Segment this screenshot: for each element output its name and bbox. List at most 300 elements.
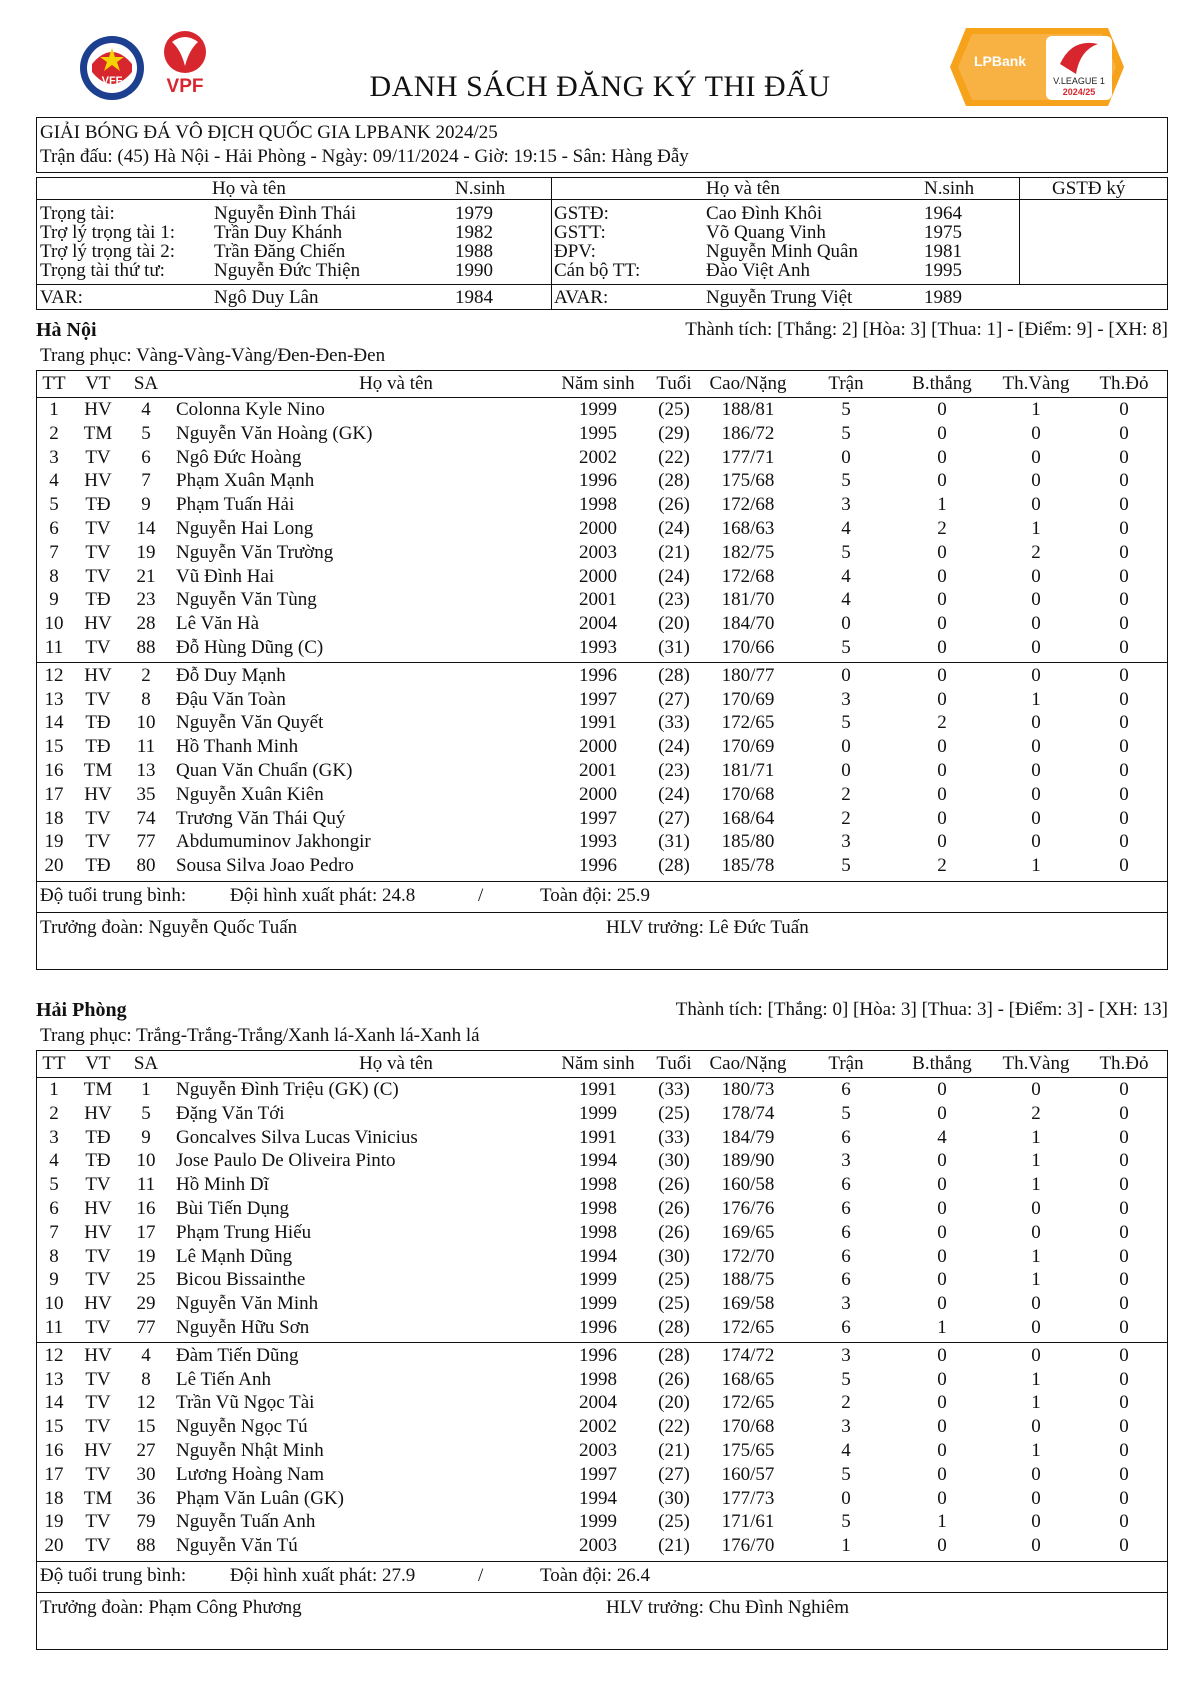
col-red: 0: [1119, 1416, 1129, 1438]
col-name: Nguyễn Văn Quyết: [176, 712, 324, 734]
col-red: 0: [1119, 831, 1129, 853]
col-age: (21): [658, 541, 690, 563]
col-age: (28): [658, 664, 690, 686]
col-vt: TV: [85, 1392, 111, 1414]
col-sa: 77: [136, 1317, 156, 1338]
col-vt: TV: [85, 1368, 111, 1390]
col-vt: TV: [85, 1174, 111, 1196]
team-record: Thành tích: [Thắng: 0] [Hòa: 3] [Thua: 3] - [Điểm: 3] - [XH: 13]: [675, 999, 1168, 1020]
official-name: Nguyễn Đình Thái: [214, 203, 357, 224]
avg-age-starting: Đội hình xuất phát: 24.8: [230, 885, 416, 906]
col-yellow: 0: [1031, 1198, 1041, 1219]
col-matches: 4: [841, 565, 851, 587]
col-matches: 6: [841, 1126, 851, 1148]
col-yellow: 0: [1031, 760, 1041, 781]
col-name: Trần Vũ Ngọc Tài: [176, 1392, 315, 1414]
col-tt: 13: [44, 688, 64, 710]
col-height-weight: 170/68: [721, 1416, 775, 1438]
col-age: (24): [658, 783, 690, 805]
col-red: 0: [1119, 1198, 1129, 1219]
col-age: (27): [658, 807, 690, 829]
col-yellow: 1: [1031, 1174, 1041, 1196]
col-birth-year: 2004: [579, 613, 617, 635]
col-yellow: 1: [1031, 1245, 1041, 1267]
col-yellow: 1: [1031, 688, 1041, 710]
col-birth-year: 1999: [579, 1511, 617, 1533]
player-row: [36, 493, 1168, 517]
col-name: Phạm Văn Luân (GK): [176, 1487, 344, 1509]
col-vt: TM: [83, 1487, 113, 1509]
col-goals: 0: [937, 831, 947, 853]
col-tt: 6: [49, 1198, 59, 1219]
col-goals: 2: [937, 518, 947, 539]
col-vt: TV: [85, 637, 111, 658]
avg-left-border: [36, 881, 37, 912]
col-birth-year: 2002: [579, 446, 617, 468]
col-tt: 10: [44, 1293, 64, 1315]
col-goals: 1: [937, 494, 947, 516]
roster-header-row: [36, 1052, 1168, 1076]
col-age: (28): [658, 470, 690, 492]
header-col-red: Th.Đỏ: [1099, 1053, 1149, 1074]
col-height-weight: 172/65: [721, 1392, 775, 1414]
col-name: Bùi Tiến Dụng: [176, 1198, 289, 1219]
col-vt: TV: [85, 831, 111, 853]
col-age: (21): [658, 1535, 690, 1557]
col-goals: 0: [937, 1293, 947, 1315]
col-yellow: 0: [1031, 470, 1041, 492]
col-red: 0: [1119, 1392, 1129, 1414]
col-height-weight: 171/61: [721, 1511, 775, 1533]
col-name: Nguyễn Văn Tú: [176, 1535, 298, 1557]
official-role: Trọng tài thứ tư:: [40, 260, 165, 281]
col-height-weight: 168/65: [721, 1368, 775, 1390]
col-birth-year: 1998: [579, 494, 617, 516]
header-col-age: Tuổi: [656, 1053, 692, 1074]
col-vt: TĐ: [85, 736, 111, 758]
col-name: Nguyễn Hữu Sơn: [176, 1317, 310, 1338]
col-height-weight: 185/78: [721, 855, 775, 877]
table-right-border: [1167, 370, 1168, 881]
col-sa: 8: [141, 688, 151, 710]
col-sa: 27: [136, 1440, 156, 1461]
col-red: 0: [1119, 613, 1129, 635]
officials-header-name: Họ và tên: [212, 178, 286, 199]
table-top-line: [36, 1050, 1168, 1051]
col-age: (28): [658, 855, 690, 877]
col-age: (22): [658, 1416, 690, 1438]
svg-text:VPF: VPF: [166, 76, 204, 97]
col-tt: 2: [49, 422, 59, 444]
col-name: Phạm Trung Hiếu: [176, 1221, 312, 1243]
col-age: (31): [658, 637, 690, 658]
col-name: Nguyễn Xuân Kiên: [176, 783, 324, 805]
col-red: 0: [1119, 470, 1129, 492]
col-sa: 19: [136, 541, 156, 563]
col-age: (25): [658, 1269, 690, 1291]
col-vt: HV: [84, 1440, 112, 1461]
official-name: Trần Đăng Chiến: [214, 241, 346, 262]
col-sa: 2: [141, 664, 151, 686]
player-row: [36, 1391, 1168, 1415]
col-matches: 5: [841, 855, 851, 877]
col-age: (25): [658, 1293, 690, 1315]
header-col-sa: SA: [133, 1053, 159, 1074]
col-red: 0: [1119, 589, 1129, 611]
col-vt: HV: [84, 1198, 112, 1219]
player-row: [36, 854, 1168, 878]
col-vt: TM: [83, 422, 113, 444]
col-matches: 5: [841, 1511, 851, 1533]
avg-age-team: Toàn đội: 26.4: [540, 1565, 651, 1586]
col-vt: TV: [85, 518, 111, 539]
col-name: Nguyễn Đình Triệu (GK) (C): [176, 1079, 399, 1100]
col-yellow: 0: [1031, 807, 1041, 829]
avg-age-starting: Đội hình xuất phát: 27.9: [230, 1565, 416, 1586]
col-tt: 20: [44, 1535, 64, 1557]
col-red: 0: [1119, 807, 1129, 829]
col-matches: 6: [841, 1174, 851, 1196]
col-yellow: 2: [1031, 1102, 1041, 1124]
player-row: [36, 1102, 1168, 1126]
avg-age-separator: /: [478, 885, 484, 906]
col-birth-year: 1991: [579, 1126, 617, 1148]
svg-text:V.LEAGUE 1: V.LEAGUE 1: [1053, 76, 1105, 86]
col-age: (26): [658, 1174, 690, 1196]
col-birth-year: 1998: [579, 1174, 617, 1196]
avg-age-separator: /: [478, 1565, 484, 1586]
col-matches: 5: [841, 541, 851, 563]
col-tt: 9: [49, 1269, 59, 1291]
col-vt: TĐ: [85, 494, 111, 516]
col-yellow: 1: [1031, 1150, 1041, 1172]
col-red: 0: [1119, 1269, 1129, 1291]
col-tt: 20: [44, 855, 64, 877]
official-name: Nguyễn Đức Thiện: [214, 260, 361, 281]
var-role: VAR:: [40, 287, 83, 308]
col-tt: 16: [44, 760, 64, 781]
col-birth-year: 1994: [579, 1245, 617, 1267]
col-goals: 0: [937, 1150, 947, 1172]
col-age: (27): [658, 688, 690, 710]
col-name: Goncalves Silva Lucas Vinicius: [176, 1126, 418, 1148]
col-age: (28): [658, 1317, 690, 1338]
col-birth-year: 2003: [579, 1440, 617, 1461]
header-col-red: Th.Đỏ: [1099, 373, 1149, 394]
col-yellow: 1: [1031, 518, 1041, 539]
col-matches: 4: [841, 1440, 851, 1461]
col-red: 0: [1119, 688, 1129, 710]
officials-header-sign: GSTĐ ký: [1052, 178, 1126, 199]
col-sa: 14: [136, 518, 156, 539]
col-height-weight: 180/73: [721, 1079, 775, 1100]
col-matches: 5: [841, 399, 851, 420]
col-height-weight: 188/75: [721, 1269, 775, 1291]
col-sa: 74: [136, 807, 156, 829]
col-birth-year: 2003: [579, 541, 617, 563]
col-age: (26): [658, 1198, 690, 1219]
col-age: (30): [658, 1150, 690, 1172]
col-name: Nguyễn Tuấn Anh: [176, 1511, 316, 1533]
col-matches: 6: [841, 1245, 851, 1267]
col-red: 0: [1119, 1487, 1129, 1509]
col-vt: TV: [85, 1245, 111, 1267]
col-tt: 18: [44, 807, 64, 829]
col-yellow: 2: [1031, 541, 1041, 563]
col-age: (20): [658, 1392, 690, 1414]
col-matches: 5: [841, 712, 851, 734]
col-height-weight: 160/57: [721, 1463, 775, 1485]
col-age: (26): [658, 1221, 690, 1243]
header-col-name: Họ và tên: [359, 373, 433, 394]
col-vt: HV: [84, 1344, 112, 1366]
col-goals: 0: [937, 399, 947, 420]
col-sa: 1: [141, 1079, 151, 1100]
col-sa: 28: [136, 613, 156, 635]
col-height-weight: 186/72: [721, 422, 775, 444]
col-height-weight: 181/71: [721, 760, 775, 781]
col-height-weight: 170/69: [721, 736, 775, 758]
col-tt: 10: [44, 613, 64, 635]
col-goals: 0: [937, 541, 947, 563]
col-matches: 5: [841, 637, 851, 658]
svg-text:2024/25: 2024/25: [1062, 87, 1096, 97]
player-row: [36, 1149, 1168, 1173]
header-col-yellow: Th.Vàng: [1002, 373, 1070, 394]
col-height-weight: 188/81: [721, 399, 775, 420]
col-vt: HV: [84, 470, 112, 492]
col-tt: 6: [49, 518, 59, 539]
col-goals: 0: [937, 565, 947, 587]
col-red: 0: [1119, 446, 1129, 468]
col-name: Nguyễn Ngọc Tú: [176, 1416, 308, 1438]
col-yellow: 0: [1031, 1079, 1041, 1100]
player-row: [36, 1463, 1168, 1487]
col-age: (24): [658, 518, 690, 539]
col-sa: 15: [136, 1416, 156, 1438]
player-row: [36, 1368, 1168, 1392]
col-goals: 2: [937, 712, 947, 734]
col-sa: 77: [136, 831, 156, 853]
col-red: 0: [1119, 1463, 1129, 1485]
col-height-weight: 170/69: [721, 688, 775, 710]
col-sa: 88: [136, 1535, 156, 1557]
player-row: [36, 1292, 1168, 1316]
col-vt: TV: [85, 565, 111, 587]
col-tt: 19: [44, 831, 64, 853]
col-matches: 6: [841, 1221, 851, 1243]
col-yellow: 0: [1031, 422, 1041, 444]
col-name: Đậu Văn Toàn: [176, 688, 286, 710]
col-yellow: 0: [1031, 589, 1041, 611]
col-yellow: 0: [1031, 1535, 1041, 1557]
col-vt: TĐ: [85, 589, 111, 611]
avg-right-border: [1167, 1561, 1168, 1592]
official-role: ĐPV:: [554, 241, 596, 262]
col-tt: 15: [44, 736, 64, 758]
table-right-border: [1167, 1050, 1168, 1561]
col-red: 0: [1119, 399, 1129, 420]
col-name: Hồ Thanh Minh: [176, 736, 299, 758]
col-red: 0: [1119, 1440, 1129, 1461]
col-vt: TV: [85, 1511, 111, 1533]
col-red: 0: [1119, 736, 1129, 758]
col-yellow: 0: [1031, 1317, 1041, 1338]
col-height-weight: 182/75: [721, 541, 775, 563]
avar-name: Nguyễn Trung Việt: [706, 287, 853, 308]
col-tt: 8: [49, 565, 59, 587]
header-col-age: Tuổi: [656, 373, 692, 394]
col-red: 0: [1119, 422, 1129, 444]
col-yellow: 0: [1031, 1221, 1041, 1243]
col-goals: 1: [937, 1317, 947, 1338]
avar-birth: 1989: [924, 287, 962, 308]
official-role: Cán bộ TT:: [554, 260, 641, 281]
team-record: Thành tích: [Thắng: 2] [Hòa: 3] [Thua: 1] - [Điểm: 9] - [XH: 8]: [685, 319, 1168, 340]
official-name: Cao Đình Khôi: [706, 203, 823, 224]
col-height-weight: 180/77: [721, 664, 775, 686]
col-matches: 2: [841, 807, 851, 829]
col-name: Trương Văn Thái Quý: [176, 807, 346, 829]
table-left-border: [36, 370, 37, 881]
header-col-birth-year: Năm sinh: [561, 373, 635, 394]
player-row: [36, 398, 1168, 422]
col-birth-year: 1998: [579, 1198, 617, 1219]
col-age: (28): [658, 1344, 690, 1366]
col-age: (30): [658, 1245, 690, 1267]
col-age: (22): [658, 446, 690, 468]
col-sa: 12: [136, 1392, 156, 1414]
col-yellow: 0: [1031, 446, 1041, 468]
col-matches: 2: [841, 1392, 851, 1414]
col-age: (31): [658, 831, 690, 853]
col-goals: 0: [937, 1487, 947, 1509]
col-vt: HV: [84, 1221, 112, 1243]
avg-left-border: [36, 1561, 37, 1592]
col-yellow: 0: [1031, 637, 1041, 658]
competition-name: GIẢI BÓNG ĐÁ VÔ ĐỊCH QUỐC GIA LPBANK 2024/25: [40, 122, 498, 143]
col-birth-year: 1997: [579, 1463, 617, 1485]
col-goals: 0: [937, 446, 947, 468]
col-yellow: 1: [1031, 399, 1041, 420]
col-red: 0: [1119, 637, 1129, 658]
player-row: [36, 1268, 1168, 1292]
col-red: 0: [1119, 518, 1129, 539]
player-row: [36, 759, 1168, 783]
col-vt: TM: [83, 1079, 113, 1100]
col-goals: 0: [937, 1102, 947, 1124]
col-matches: 6: [841, 1079, 851, 1100]
team-manager: Trưởng đoàn: Nguyễn Quốc Tuấn: [40, 917, 298, 938]
col-vt: TĐ: [85, 1126, 111, 1148]
col-birth-year: 1994: [579, 1487, 617, 1509]
official-birth: 1975: [924, 222, 962, 243]
col-red: 0: [1119, 494, 1129, 516]
officials-header-name-2: Họ và tên: [706, 178, 780, 199]
col-goals: 0: [937, 664, 947, 686]
officials-header-birth: N.sinh: [455, 178, 506, 199]
col-height-weight: 177/73: [721, 1487, 775, 1509]
col-matches: 5: [841, 1368, 851, 1390]
team-manager: Trưởng đoàn: Phạm Công Phương: [40, 1597, 302, 1618]
col-sa: 36: [136, 1487, 156, 1509]
col-goals: 0: [937, 1269, 947, 1291]
col-goals: 0: [937, 1392, 947, 1414]
player-row: [36, 807, 1168, 831]
col-yellow: 0: [1031, 565, 1041, 587]
header-col-goals: B.thắng: [912, 1053, 972, 1074]
col-birth-year: 2000: [579, 736, 617, 758]
col-red: 0: [1119, 1174, 1129, 1196]
col-tt: 3: [49, 446, 59, 468]
avg-age-label: Độ tuổi trung bình:: [40, 885, 187, 906]
col-sa: 88: [136, 637, 156, 658]
col-red: 0: [1119, 1344, 1129, 1366]
col-birth-year: 2001: [579, 589, 617, 611]
col-sa: 29: [136, 1293, 156, 1315]
col-yellow: 1: [1031, 1269, 1041, 1291]
col-height-weight: 184/79: [721, 1126, 775, 1148]
header-col-matches: Trận: [828, 373, 864, 394]
col-height-weight: 176/76: [721, 1198, 775, 1219]
col-vt: TV: [85, 807, 111, 829]
col-matches: 6: [841, 1198, 851, 1219]
player-row: [36, 830, 1168, 854]
col-height-weight: 176/70: [721, 1535, 775, 1557]
col-birth-year: 1996: [579, 470, 617, 492]
header-col-name: Họ và tên: [359, 1053, 433, 1074]
col-matches: 3: [841, 688, 851, 710]
col-matches: 3: [841, 1150, 851, 1172]
col-goals: 0: [937, 1174, 947, 1196]
col-sa: 5: [141, 422, 151, 444]
col-age: (26): [658, 494, 690, 516]
col-birth-year: 2000: [579, 565, 617, 587]
col-birth-year: 1996: [579, 1344, 617, 1366]
col-yellow: 0: [1031, 831, 1041, 853]
table-left-border: [36, 1050, 37, 1561]
col-birth-year: 1996: [579, 855, 617, 877]
col-tt: 9: [49, 589, 59, 611]
col-yellow: 0: [1031, 613, 1041, 635]
official-birth: 1988: [455, 241, 493, 262]
col-height-weight: 172/68: [721, 565, 775, 587]
col-yellow: 0: [1031, 712, 1041, 734]
col-sa: 79: [136, 1511, 156, 1533]
col-sa: 5: [141, 1102, 151, 1124]
col-birth-year: 2000: [579, 518, 617, 539]
col-name: Phạm Xuân Mạnh: [176, 470, 315, 492]
col-birth-year: 1994: [579, 1150, 617, 1172]
col-age: (21): [658, 1440, 690, 1461]
col-vt: TV: [85, 541, 111, 563]
col-height-weight: 170/66: [721, 637, 775, 658]
col-vt: TV: [85, 1269, 111, 1291]
col-age: (30): [658, 1487, 690, 1509]
official-birth: 1979: [455, 203, 493, 224]
match-details: Trận đấu: (45) Hà Nội - Hải Phòng - Ngày: 09/11/2024 - Giờ: 19:15 - Sân: Hàng Đẫy: [40, 146, 689, 167]
official-role: GSTĐ:: [554, 203, 609, 224]
official-role: Trọng tài:: [40, 203, 115, 224]
col-height-weight: 184/70: [721, 613, 775, 635]
col-tt: 17: [44, 1463, 64, 1485]
col-sa: 30: [136, 1463, 156, 1485]
col-goals: 0: [937, 688, 947, 710]
col-yellow: 0: [1031, 1416, 1041, 1438]
col-height-weight: 168/64: [721, 807, 775, 829]
col-height-weight: 172/70: [721, 1245, 775, 1267]
col-age: (33): [658, 1079, 690, 1100]
